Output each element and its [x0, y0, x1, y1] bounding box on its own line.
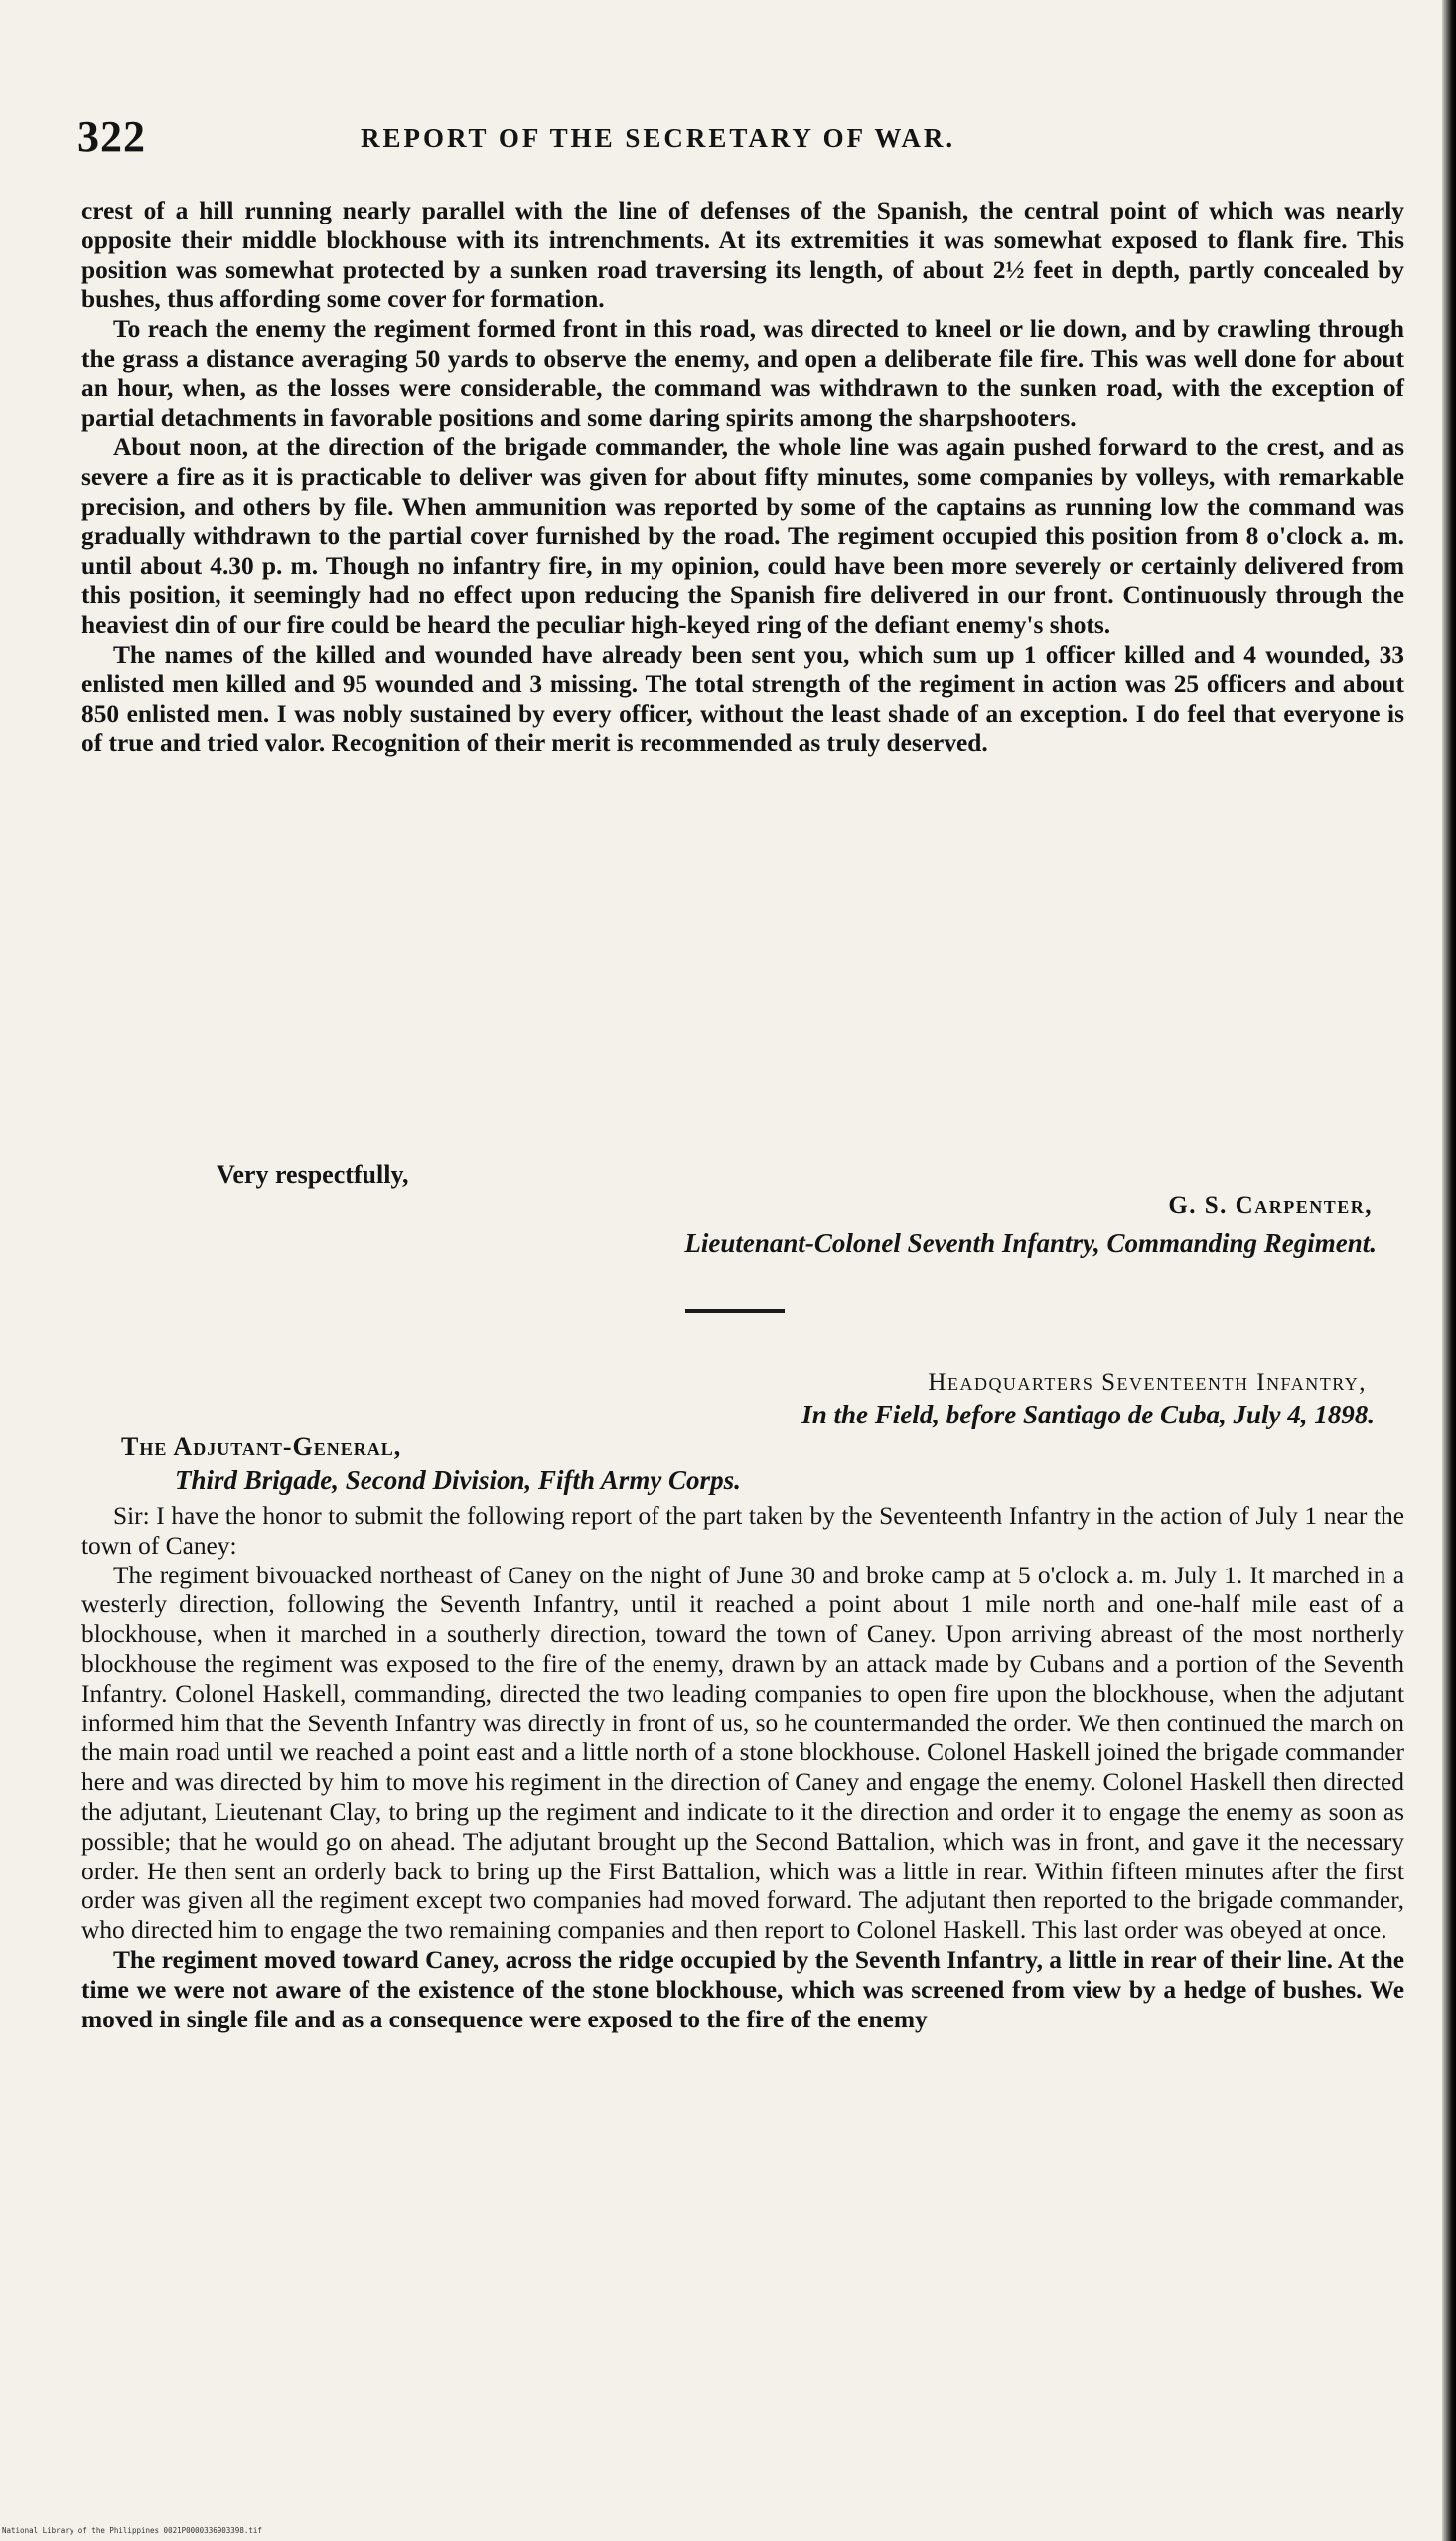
report-one-body: [81, 197, 1404, 759]
addressee: The Adjutant-General,: [121, 1432, 402, 1461]
closing-salutation: Very respectfully,: [217, 1160, 409, 1189]
place-date-line: In the Field, before Santiago de Cuba, July 4, 1898.: [801, 1400, 1375, 1429]
report-two-body: [81, 1502, 1404, 2034]
signer-name: G. S. Carpenter,: [1168, 1192, 1373, 1219]
report-two-salutation: Sir: I have the honor to submit the following report of the part taken by the Seventeenth Infantry in the action of July 1 near the town of Caney:: [81, 1502, 1404, 1560]
signer-title: Lieutenant-Colonel Seventh Infantry, Commanding Regiment.: [684, 1228, 1377, 1258]
running-head-title: REPORT OF THE SECRETARY OF WAR.: [361, 123, 956, 153]
book-spine-shadow: [1442, 0, 1456, 2541]
report-one-paragraph-1: crest of a hill running nearly parallel with the line of defenses of the Spanish, the central point of which was nearly opposite their middle blockhouse with its intrenchments. At its extremities it was somewhat exposed to flank fire. This position was somewhat protected by a sunken road traversing its length, of about 2½ feet in depth, partly concealed by bushes, thus affording some cover for formation.: [81, 197, 1404, 314]
headquarters-line: Headquarters Seventeenth Infantry,: [928, 1369, 1367, 1396]
report-two-paragraph-1: The regiment bivouacked northeast of Caney on the night of June 30 and broke camp at 5 o'clock a. m. July 1. It marched in a westerly direction, following the Seventh Infantry, until it reached a point about 1 mile north and one-half mile east of a blockhouse, when it marched in a southerly direction, toward the town of Caney. Upon arriving abreast of the most northerly blockhouse the regiment was exposed to the fire of the enemy, drawn by an attack made by Cubans and a portion of the Seventh Infantry. Colonel Haskell, commanding, directed the two leading companies to open fire upon the blockhouse, when the adjutant informed him that the Seventh Infantry was directly in front of us, so he countermanded the order. We then continued the march on the main road until we reached a point east and a little north of a stone blockhouse. Colonel Haskell joined the brigade commander here and was directed by him to move his regiment in the direction of Caney and engage the enemy. Colonel Haskell then directed the adjutant, Lieutenant Clay, to bring up the regiment and indicate to it the direction and order it to engage the enemy as soon as possible; that he would go on ahead. The adjutant brought up the Second Battalion, which was in front, and gave it the necessary order. He then sent an orderly back to bring up the First Battalion, which was a little in rear. Within fifteen minutes after the first order was given all the regiment except two companies had moved forward. The adjutant then reported to the brigade commander, who directed him to engage the two remaining companies and then report to Colonel Haskell. This last order was obeyed at once.: [81, 1561, 1404, 1945]
report-one-paragraph-4: The names of the killed and wounded have already been sent you, which sum up 1 officer killed and 4 wounded, 33 enlisted men killed and 95 wounded and 3 missing. The total strength of the regiment in action was 25 officers and about 850 enlisted men. I was nobly sustained by every officer, without the least shade of an exception. I do feel that everyone is of true and tried valor. Recognition of their merit is recommended as truly deserved.: [81, 640, 1404, 758]
report-two-paragraph-2: The regiment moved toward Caney, across the ridge occupied by the Seventh Infantry, a little in rear of their line. At the time we were not aware of the existence of the stone blockhouse, which was screened from view by a hedge of bushes. We moved in single file and as a consequence were exposed to the fire of the enemy: [81, 1945, 1404, 2033]
section-divider: [685, 1309, 785, 1313]
page-number: 322: [77, 112, 146, 161]
scan-footer-stamp: National Library of the Philippines 0021P0000336903398.tif: [2, 2526, 262, 2535]
report-one-paragraph-3: About noon, at the direction of the brigade commander, the whole line was again pushed forward to the crest, and as severe a fire as it is practicable to deliver was given for about fifty minutes, some companies by volleys, with remarkable precision, and others by file. When ammunition was reported by some of the captains as running low the command was gradually withdrawn to the partial cover furnished by the road. The regiment occupied this position from 8 o'clock a. m. until about 4.30 p. m. Though no infantry fire, in my opinion, could have been more severely or certainly delivered from this position, it seemingly had no effect upon reducing the Spanish fire delivered in our front. Continuously through the heaviest din of our fire could be heard the peculiar high-keyed ring of the defiant enemy's shots.: [81, 433, 1404, 640]
addressee-unit: Third Brigade, Second Division, Fifth Army Corps.: [175, 1465, 741, 1495]
report-one-paragraph-2: To reach the enemy the regiment formed front in this road, was directed to kneel or lie down, and by crawling through the grass a distance averaging 50 yards to observe the enemy, and open a deliberate file fire. This was well done for about an hour, when, as the losses were considerable, the command was withdrawn to the sunken road, with the exception of partial detachments in favorable positions and some daring spirits among the sharpshooters.: [81, 315, 1404, 432]
running-head: [77, 111, 1428, 171]
